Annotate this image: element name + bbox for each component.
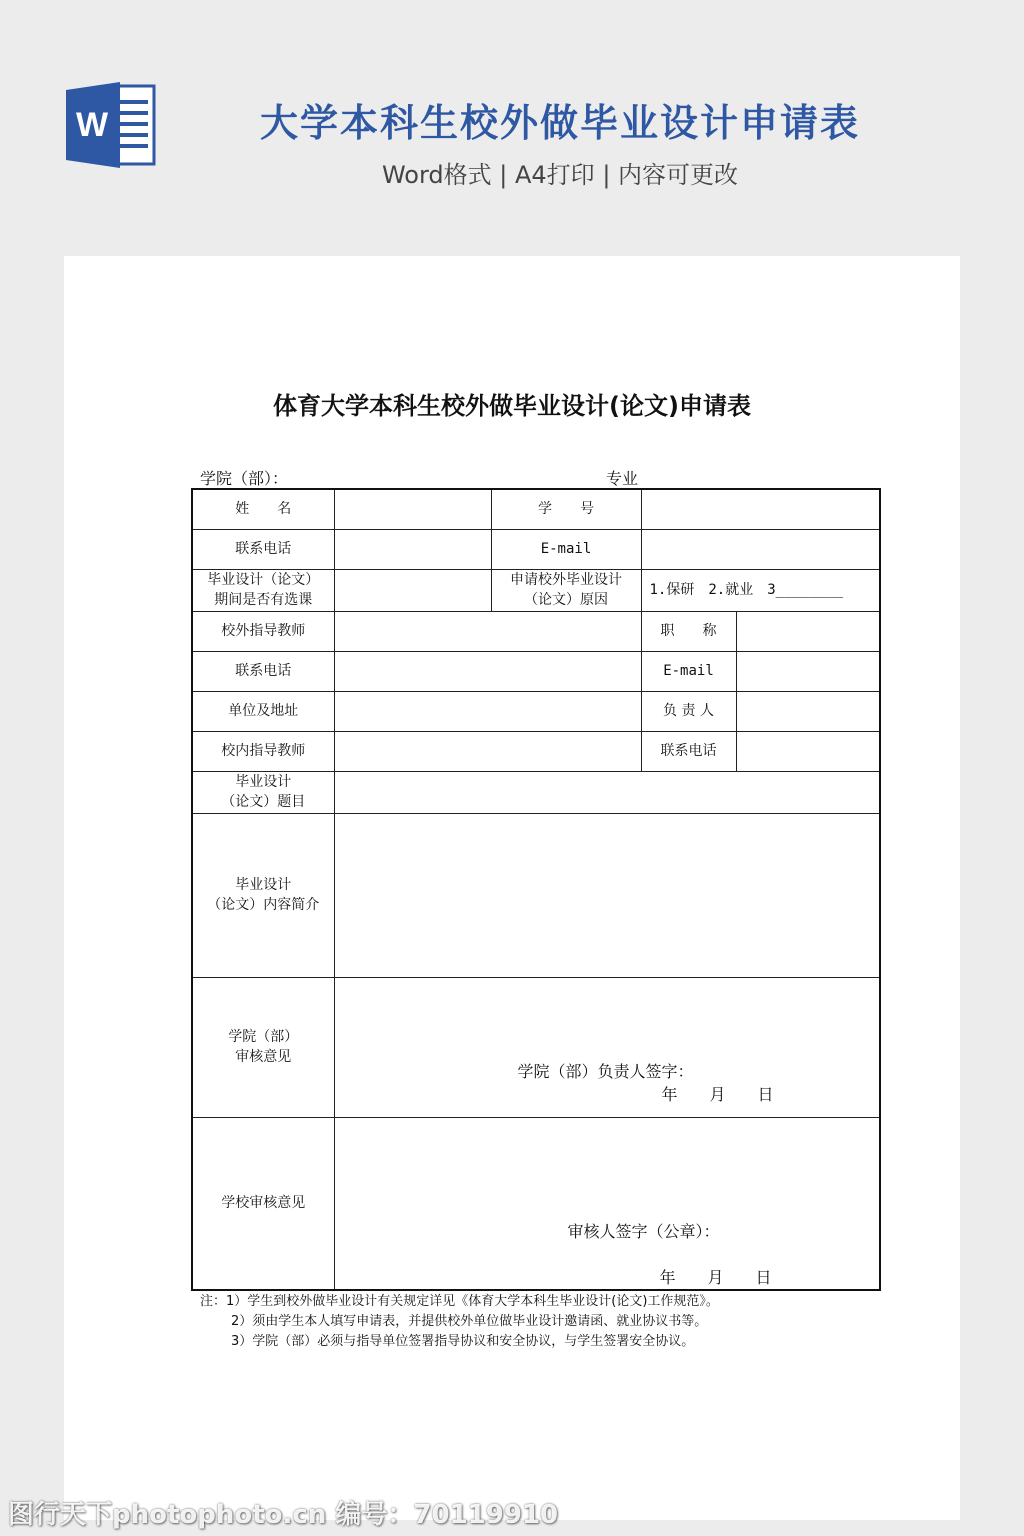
college-review-label [192, 977, 334, 1117]
reason-label-line1: 申请校外毕业设计 [510, 572, 622, 588]
topic-label [192, 771, 334, 813]
external-email-value-cell[interactable] [736, 651, 880, 691]
document-page [64, 256, 960, 1520]
header-subtitle: Word格式 | A4打印 | 内容可更改 [381, 161, 739, 189]
course-selection-value-cell[interactable] [334, 569, 491, 611]
school-review-label: 学校审核意见 [192, 1117, 334, 1290]
college-signature-date: 年 月 日 [661, 1084, 774, 1104]
topic-label-line1: 毕业设计 [235, 774, 292, 790]
form-notes [200, 1292, 719, 1352]
page-header [0, 0, 1024, 250]
word-logo-letter: W [75, 106, 109, 144]
table-row [192, 731, 880, 771]
external-phone-value-cell[interactable] [334, 651, 641, 691]
internal-teacher-value-cell[interactable] [334, 731, 641, 771]
header-title: 大学本科生校外做毕业设计申请表 [259, 101, 860, 145]
reason-label [491, 569, 641, 611]
principal-value-cell[interactable] [736, 691, 880, 731]
name-value-cell[interactable] [334, 489, 491, 529]
watermark-text: 图行天下photophoto.cn 编号：70119910 [8, 1500, 559, 1530]
external-teacher-label: 校外指导教师 [192, 611, 334, 651]
course-selection-label-line2: 期间是否有选课 [214, 592, 313, 608]
school-signature-label: 审核人签字（公章）： [567, 1221, 720, 1241]
external-phone-label: 联系电话 [192, 651, 334, 691]
table-row [192, 569, 880, 611]
title-rank-value-cell[interactable] [736, 611, 880, 651]
content-summary-label-line2: （论文）内容简介 [207, 897, 320, 913]
unit-address-label: 单位及地址 [192, 691, 334, 731]
email-value-cell[interactable] [641, 529, 880, 569]
table-row [192, 771, 880, 813]
table-row [192, 489, 880, 529]
external-email-label: E-mail [641, 651, 736, 691]
table-row [192, 1117, 880, 1290]
reason-options[interactable]: 1.保研 2.就业 3________ [641, 569, 880, 611]
reason-label-line2: （论文）原因 [524, 592, 608, 608]
course-selection-label-line1: 毕业设计（论文） [207, 572, 320, 588]
note-line-1: 注：1）学生到校外做毕业设计有关规定详见《体育大学本科生毕业设计(论文)工作规范》。 [200, 1294, 719, 1309]
table-row [192, 691, 880, 731]
note-line-2: 2）须由学生本人填写申请表，并提供校外单位做毕业设计邀请函、就业协议书等。 [231, 1314, 708, 1329]
school-review-value-cell[interactable] [334, 1117, 880, 1290]
college-label: 学院（部）： [200, 469, 289, 488]
email-label: E-mail [491, 529, 641, 569]
content-summary-value-cell[interactable] [334, 813, 880, 977]
internal-phone-value-cell[interactable] [736, 731, 880, 771]
note-line-3: 3）学院（部）必须与指导单位签署指导协议和安全协议，与学生签署安全协议。 [231, 1334, 695, 1349]
college-review-value-cell[interactable] [334, 977, 880, 1117]
internal-phone-label: 联系电话 [641, 731, 736, 771]
college-review-label-line1: 学院（部） [228, 1029, 299, 1045]
student-id-label: 学 号 [491, 489, 641, 529]
title-rank-label: 职 称 [641, 611, 736, 651]
table-row [192, 977, 880, 1117]
content-summary-label [192, 813, 334, 977]
phone-label: 联系电话 [192, 529, 334, 569]
external-teacher-value-cell[interactable] [334, 611, 641, 651]
content-summary-label-line1: 毕业设计 [235, 877, 292, 893]
topic-label-line2: （论文）题目 [221, 794, 306, 810]
topic-value-cell[interactable] [334, 771, 880, 813]
table-row [192, 651, 880, 691]
school-signature-date: 年 月 日 [659, 1267, 772, 1287]
application-form-table [191, 488, 881, 1291]
internal-teacher-label: 校内指导教师 [192, 731, 334, 771]
name-label: 姓 名 [192, 489, 334, 529]
document-title: 体育大学本科生校外做毕业设计(论文)申请表 [273, 392, 751, 420]
table-row [192, 611, 880, 651]
college-review-label-line2: 审核意见 [235, 1049, 292, 1065]
word-document-icon [64, 80, 158, 170]
table-row [192, 813, 880, 977]
table-row [192, 529, 880, 569]
course-selection-label [192, 569, 334, 611]
student-id-value-cell[interactable] [641, 489, 880, 529]
college-signature-label: 学院（部）负责人签字： [517, 1061, 694, 1081]
phone-value-cell[interactable] [334, 529, 491, 569]
unit-address-value-cell[interactable] [334, 691, 641, 731]
major-label: 专业 [606, 469, 639, 488]
principal-label: 负 责 人 [641, 691, 736, 731]
